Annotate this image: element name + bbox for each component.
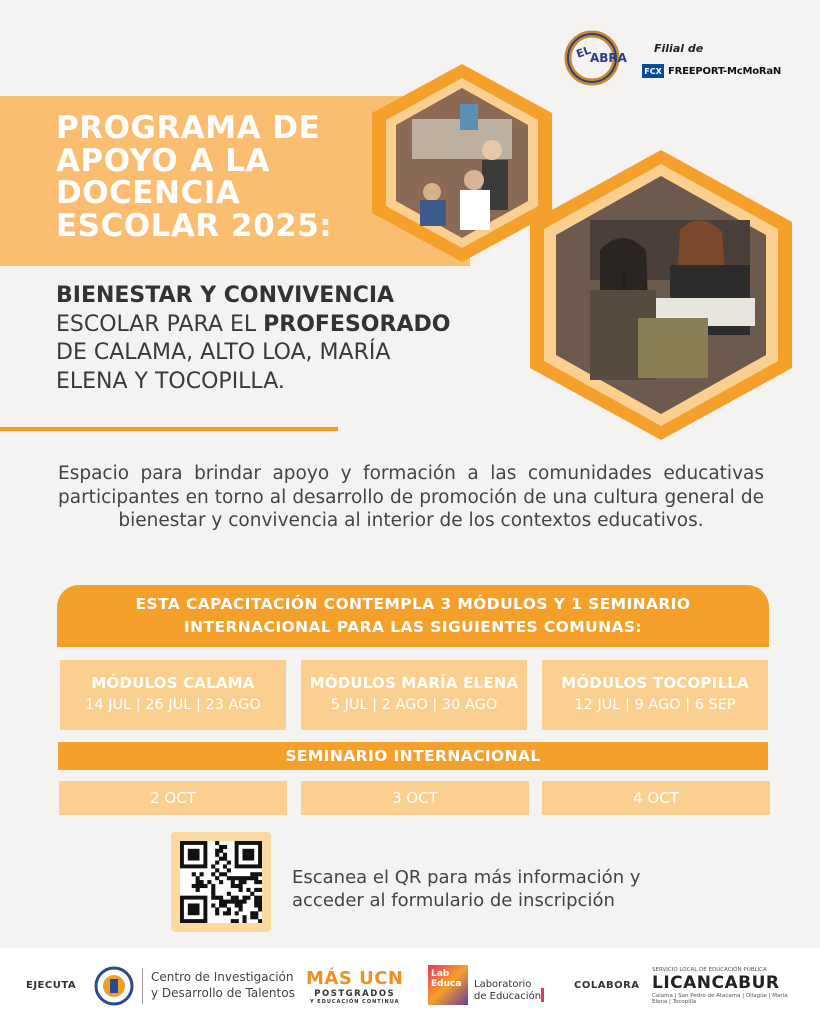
seminar-date: 4 OCT [542,781,770,815]
hexagon-photo-small [372,64,552,262]
postgrados-label: POSTGRADOS [314,989,396,999]
el-abra-logo [562,28,632,86]
mas-ucn-title: MÁS UCN [306,968,404,989]
qr-code-image[interactable] [180,841,262,923]
svg-text:ABRA: ABRA [590,51,627,65]
seminar-title: SEMINARIO INTERNACIONAL [58,742,768,770]
training-heading [57,585,769,647]
qr-code[interactable] [171,832,271,932]
module-card-calama [60,660,286,730]
centro-line-2: y Desarrollo de Talentos [151,985,295,1000]
subtitle-line-1: BIENESTAR Y CONVIVENCIA [56,283,395,308]
qr-line-1: Escanea el QR para más información y [292,867,641,888]
subtitle-line-4: ELENA Y TOCOPILLA. [56,368,285,394]
hexagon-photo-large [530,150,792,440]
subtitle-line-2-bold: PROFESORADO [263,311,451,337]
educacion-continua-label: Y EDUCACIÓN CONTINUA [309,999,400,1005]
licancabur-logo [652,967,802,1005]
lab-accent [541,988,544,1002]
licancabur-top: SERVICIO LOCAL DE EDUCACIÓN PÚBLICA [652,967,767,973]
seminar-date: 2 OCT [59,781,287,815]
module-title: MÓDULOS MARÍA ELENA [309,674,519,692]
program-description: Espacio para brindar apoyo y formación a las comunidades educativas participantes en torno al desarrollo de promoción de una cultura general de bienestar y convivencia al interior de los contextos educativos. [58,463,764,532]
title-line: DOCENCIA [56,175,241,212]
module-card-maria-elena [301,660,527,730]
lab-line-1: Laboratorio [474,979,532,990]
laboratorio-educacion [474,979,541,1002]
filial-label: Filial de [654,42,704,55]
seminar-date: 3 OCT [301,781,529,815]
title-line: ESCOLAR 2025: [56,207,333,244]
module-title: MÓDULOS TOCOPILLA [561,674,749,692]
qr-instructions [292,866,640,913]
subtitle [56,282,516,396]
title-line: PROGRAMA DE [56,110,321,146]
centro-line-1: Centro de Investigación [151,970,294,984]
title-line: APOYO A LA [56,142,270,179]
mas-ucn-logo [306,968,403,1005]
module-dates: 14 JUL | 26 JUL | 23 AGO [85,697,261,713]
divider-rule [0,427,338,431]
centro-investigacion [151,970,295,1001]
subtitle-line-2: ESCOLAR PARA EL [56,311,264,337]
licancabur-name: LICANCABUR [652,973,780,993]
subtitle-line-3: DE CALAMA, ALTO LOA, MARÍA [56,340,391,366]
footer-divider [142,968,143,1004]
freeport-name: FREEPORT-McMoRaN [668,65,782,77]
licancabur-bottom: Calama | San Pedro de Atacama | Ollagüe | María Elena | Tocopilla [652,993,788,1005]
university-seal-icon [94,966,134,1010]
module-dates: 5 JUL | 2 AGO | 30 AGO [330,697,498,713]
qr-line-2: acceder al formulario de inscripción [292,890,615,912]
training-heading-line-1: ESTA CAPACITACIÓN CONTEMPLA 3 MÓDULOS Y 1 SEMINARIO [135,595,691,613]
lab-educa-logo: Lab Educa [428,965,468,1005]
training-heading-line-2: INTERNACIONAL PARA LAS SIGUIENTES COMUNAS: [183,618,643,637]
lab-line-2: de Educación [474,990,542,1002]
ejecuta-label: EJECUTA [26,980,77,991]
svg-text:EL: EL [574,43,593,61]
colabora-label: COLABORA [574,980,640,991]
fcx-mark: FCX [642,64,664,78]
module-dates: 12 JUL | 9 AGO | 6 SEP [574,697,736,713]
module-title: MÓDULOS CALAMA [91,674,255,692]
freeport-logo [642,64,781,78]
module-card-tocopilla [542,660,768,730]
